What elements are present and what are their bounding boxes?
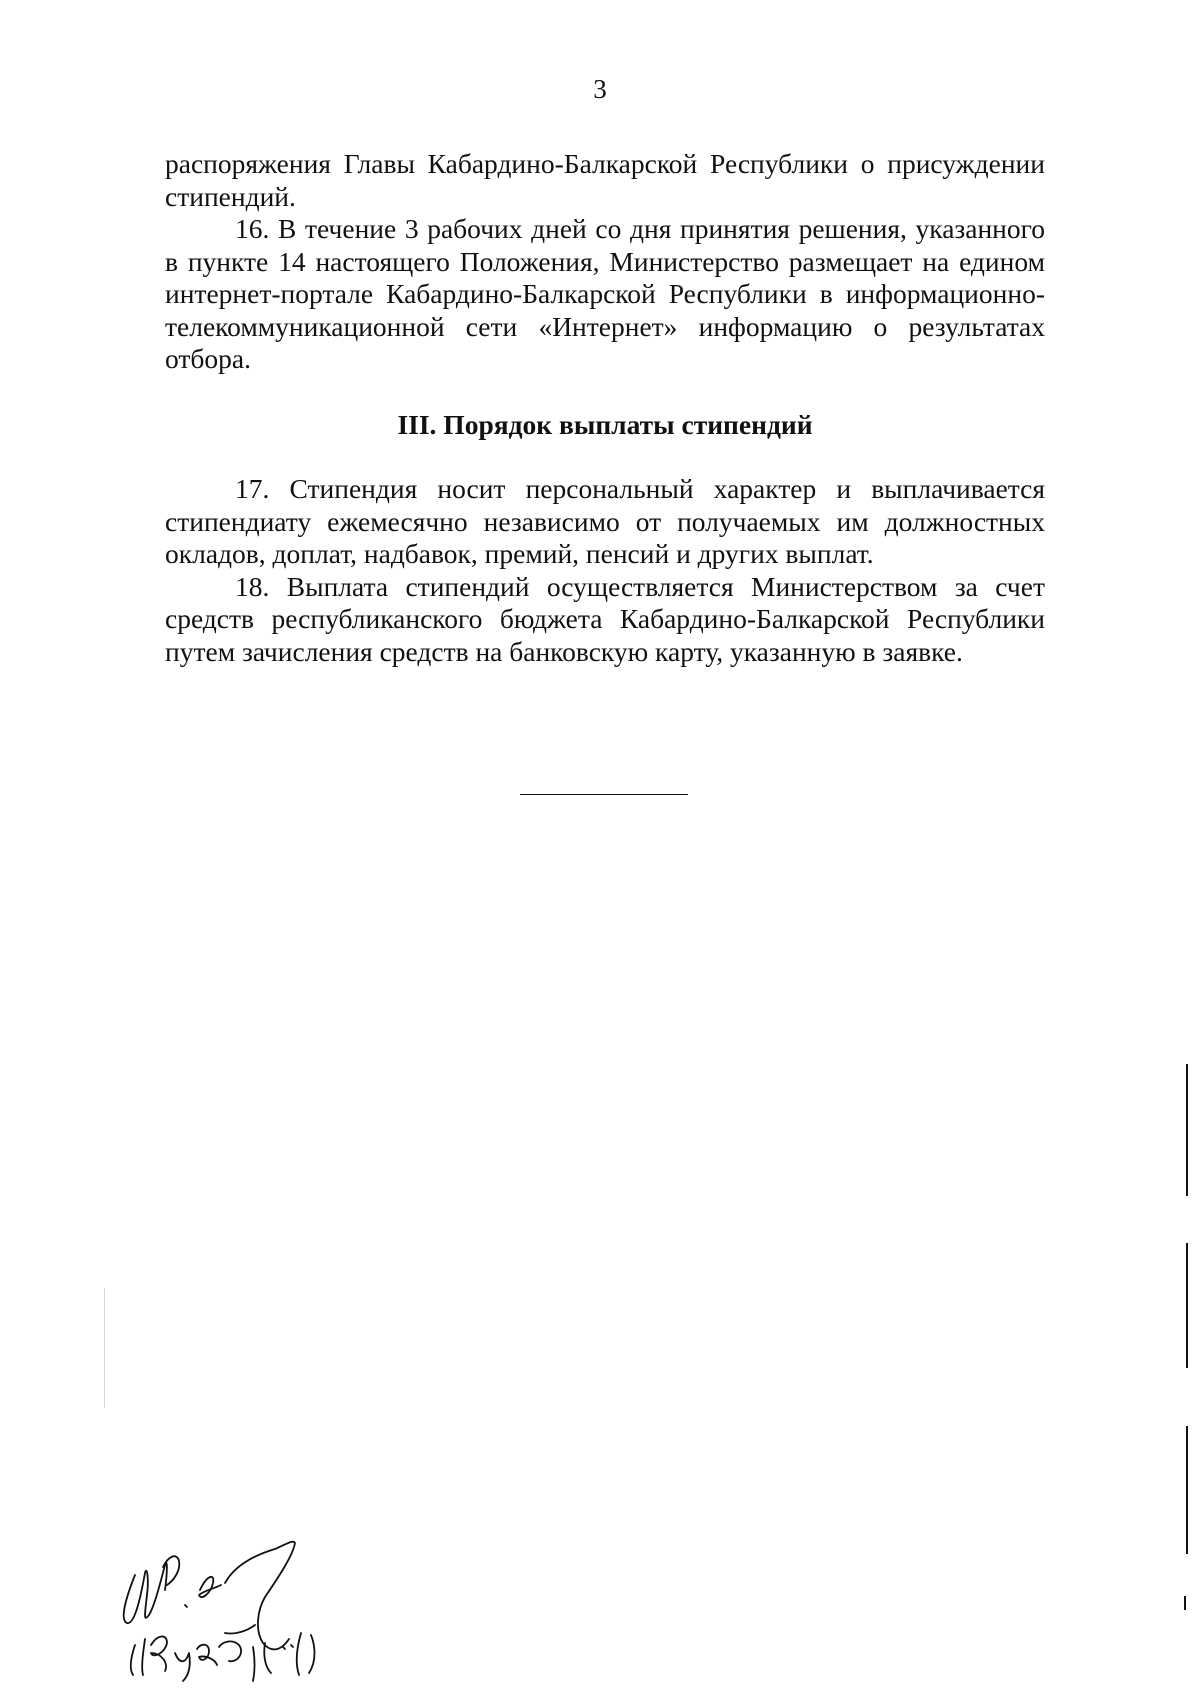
scan-edge-mark	[1186, 1243, 1188, 1368]
scan-edge-mark	[1186, 1426, 1188, 1554]
paragraph-15-continuation: распоряжения Главы Кабардино-Балкарской Республики о присуждении стипендий.	[165, 148, 1045, 212]
scan-edge-mark	[1186, 1064, 1188, 1196]
section-heading: III. Порядок выплаты стипендий	[397, 408, 813, 440]
page-number: 3	[593, 74, 607, 104]
scan-artifact-line	[104, 1288, 105, 1408]
paragraph-16: 16. В течение 3 рабочих дней со дня принятия решения, указанного в пункте 14 настоящего Положения, Министерство размещает на едином интернет-портале Кабардино-Балкарской Республики в информационно-телекоммуникационной сети «Интернет» информацию о результатах отбора.	[165, 213, 1045, 374]
end-of-text-rule	[520, 794, 688, 795]
document-body	[165, 148, 1045, 668]
scan-edge-mark	[1184, 1596, 1186, 1610]
paragraph-18: 18. Выплата стипендий осуществляется Министерством за счет средств республиканского бюджета Кабардино-Балкарской Республики путем зачисления средств на банковскую карту, указанную в заявке.	[165, 570, 1045, 667]
handwritten-signature-icon	[105, 1535, 365, 1685]
paragraph-17: 17. Стипендия носит персональный характер и выплачивается стипендиату ежемесячно независимо от получаемых им должностных окладов, доплат, надбавок, премий, пенсий и других выплат.	[165, 473, 1045, 569]
